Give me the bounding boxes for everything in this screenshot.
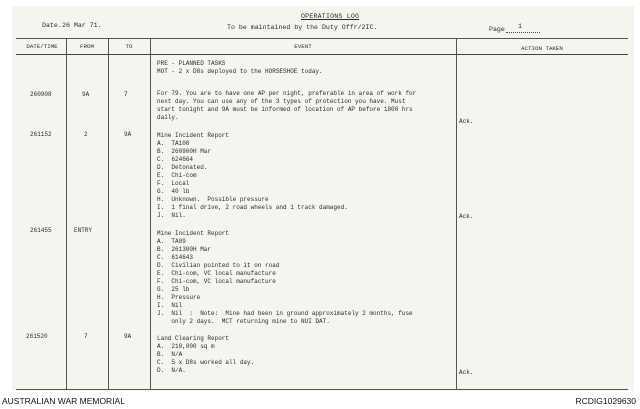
- entry-4-line-4: D. N/A.: [157, 367, 186, 374]
- entry-4-line-2: B. N/A: [157, 351, 183, 358]
- entry-3-time: 261455: [30, 227, 52, 234]
- entry-2-time: 261152: [30, 131, 52, 138]
- footer-record-id: RCDIG1029630: [575, 396, 636, 406]
- entry-2-line-0: Mine Incident Report: [157, 132, 230, 139]
- entry-2-to: 9A: [124, 131, 132, 138]
- entry-2-line-5: E. Chi-com: [157, 172, 197, 179]
- entry-1-from: 9A: [82, 91, 90, 98]
- entry-4-line-0: Land Clearing Report: [157, 335, 230, 342]
- entry-2-line-10: J. Nil.: [157, 212, 186, 219]
- entry-2-from: 2: [84, 131, 88, 138]
- entry-1-line-0: For 79. You are to have one AP per night, preferable in area of work for: [157, 90, 417, 97]
- entry-4-line-1: A. 210,000 sq m: [157, 343, 215, 350]
- entry-3-line-4: D. Civilian pointed to it on road: [157, 262, 280, 269]
- entry-0-line-0: PRE - PLANNED TASKS: [157, 60, 226, 67]
- col-divider-to: [108, 38, 109, 389]
- entry-3-line-9: I. Nil: [157, 302, 183, 309]
- entry-3-line-2: B. 261300H Mar: [157, 246, 212, 253]
- col-header-time: DATE/TIME: [26, 43, 58, 50]
- entry-3-line-6: F. Chi-com, VC local manufacture: [157, 278, 276, 285]
- entry-2-line-7: G. 40 lb: [157, 188, 190, 195]
- entry-3-line-1: A. TA09: [157, 238, 186, 245]
- entry-3-line-10: J. Nil : Note: Mine had been in ground approximately 2 months, fuse: [157, 310, 413, 317]
- footer-credit: AUSTRALIAN WAR MEMORIAL: [2, 396, 125, 406]
- entry-1-line-3: daily.: [157, 114, 179, 121]
- page-number: 1: [518, 23, 522, 30]
- page-number-underline: [506, 32, 540, 33]
- entry-2-action: Ack.: [459, 213, 474, 220]
- col-divider-action: [456, 38, 457, 389]
- entry-2-line-1: A. TA108: [157, 140, 190, 147]
- log-sheet: [12, 6, 634, 391]
- page-subtitle: To be maintained by the Duty Offr/2IC.: [227, 24, 378, 31]
- entry-2-line-2: B. 260900H Mar: [157, 148, 212, 155]
- entry-3-from: ENTRY: [74, 227, 93, 234]
- entry-3-line-3: C. 614643: [157, 254, 194, 261]
- page-label: Page: [489, 26, 505, 33]
- col-header-from: FROM: [80, 43, 94, 50]
- entry-3-line-0: Mine Incident Report: [157, 230, 230, 237]
- col-header-action: ACTION TAKEN: [521, 45, 563, 52]
- col-header-to: TO: [125, 43, 133, 50]
- entry-1-to: 7: [124, 91, 128, 98]
- entry-4-to: 9A: [124, 333, 132, 340]
- entry-2-line-8: H. Unknown. Possible pressure: [157, 196, 269, 203]
- entry-1-line-2: start tonight and 9A must be informed of location of AP before 1800 hrs: [157, 106, 413, 113]
- entry-2-line-3: C. 624664: [157, 156, 194, 163]
- entry-1-line-1: next day. You can use any of the 3 types of protection you have. Must: [157, 98, 406, 105]
- col-divider-from: [66, 38, 67, 389]
- col-divider-event: [150, 38, 151, 389]
- entry-3-line-7: G. 25 lb: [157, 286, 190, 293]
- date-value: 26 Mar 71.: [62, 22, 102, 29]
- col-header-event: EVENT: [294, 43, 312, 50]
- entry-2-line-9: I. 1 final drive, 2 road wheels and 1 track damaged.: [157, 204, 348, 211]
- entry-4-line-3: C. 5 x D8s worked all day.: [157, 359, 255, 366]
- entry-4-from: 7: [84, 333, 88, 340]
- page-title: OPERATIONS LOG: [301, 13, 360, 20]
- entry-1-action: Ack.: [459, 118, 474, 125]
- entry-3-line-5: E. Chi-com, VC local manufacture: [157, 270, 276, 277]
- entry-2-line-6: F. Local: [157, 180, 190, 187]
- table-bottom-rule: [16, 389, 628, 390]
- entry-0-line-1: MOT - 2 x D8s deployed to the HORSESHOE today.: [157, 68, 323, 75]
- entry-4-time: 261520: [26, 333, 48, 340]
- date-label: Date.: [42, 22, 62, 29]
- entry-3-line-11: only 2 days. MCT returning mine to NUI DAT.: [157, 318, 330, 325]
- entry-4-action: Ack.: [459, 369, 474, 376]
- entry-1-time: 260908: [30, 91, 52, 98]
- entry-3-line-8: H. Pressure: [157, 294, 201, 301]
- entry-2-line-4: D. Detonated.: [157, 164, 208, 171]
